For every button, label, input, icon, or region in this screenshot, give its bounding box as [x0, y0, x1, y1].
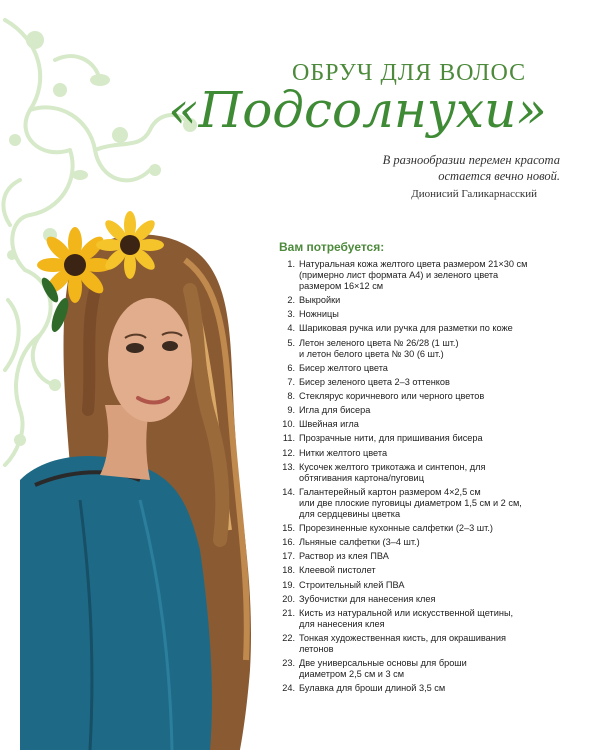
item-text-line: Льняные салфетки (3–4 шт.)	[299, 537, 420, 548]
materials-list-item	[279, 323, 569, 334]
item-text-line: Булавка для броши длиной 3,5 см	[299, 683, 446, 694]
item-text	[299, 523, 569, 534]
materials-list-item	[279, 633, 569, 655]
item-text	[299, 309, 569, 320]
item-number: 9.	[287, 405, 295, 416]
item-number: 2.	[287, 295, 295, 306]
materials-list	[279, 259, 569, 697]
item-number: 21.	[282, 607, 295, 618]
item-text-line: Ножницы	[299, 309, 339, 320]
item-text-line: Нитки желтого цвета	[299, 447, 388, 458]
item-text	[299, 363, 569, 374]
item-text	[299, 487, 569, 520]
item-text	[299, 658, 569, 680]
materials-list-item	[279, 363, 569, 374]
item-text	[299, 419, 569, 430]
materials-list-item	[279, 565, 569, 576]
item-number: 13.	[282, 461, 295, 472]
item-text-line: Бисер желтого цвета	[299, 362, 388, 373]
item-number: 17.	[282, 551, 295, 562]
item-text-line: Стеклярус коричневого или черного цветов	[299, 390, 485, 401]
materials-list-item	[279, 462, 569, 484]
item-number: 11.	[282, 433, 295, 444]
item-text-line: Шариковая ручка или ручка для разметки по коже	[299, 323, 513, 334]
item-number: 8.	[287, 390, 295, 401]
materials-list-item	[279, 683, 569, 694]
item-text-line: Бисер зеленого цвета 2–3 оттенков	[299, 376, 450, 387]
item-text-line: Галантерейный картон размером 4×2,5 см	[299, 486, 481, 497]
item-text-line: и летон белого цвета № 30 (6 шт.)	[299, 348, 444, 359]
item-text	[299, 683, 569, 694]
item-text	[299, 377, 569, 388]
item-text-line: Швейная игла	[299, 419, 359, 430]
epigraph-line: В разнообразии перемен красота	[382, 153, 560, 167]
materials-list-item	[279, 580, 569, 591]
materials-list-item	[279, 594, 569, 605]
materials-list-item	[279, 377, 569, 388]
materials-list-item	[279, 658, 569, 680]
item-number: 16.	[282, 537, 295, 548]
epigraph-author: Дионисий Галикарнасский	[411, 188, 537, 200]
item-number: 12.	[282, 447, 295, 458]
item-text-line: размером 16×12 см	[299, 281, 384, 291]
title-line2: «Подсолнухи»	[168, 81, 547, 139]
item-text	[299, 551, 569, 562]
item-text-line: Кисть из натуральной или искусственной щетины,	[299, 607, 514, 618]
item-number: 18.	[282, 565, 295, 576]
item-number: 7.	[287, 376, 295, 387]
materials-list-item	[279, 551, 569, 562]
item-text	[299, 537, 569, 548]
item-text-line: Летон зеленого цвета № 26/28 (1 шт.)	[299, 337, 459, 348]
item-text-line: Две универсальные основы для броши	[299, 658, 467, 669]
materials-list-item	[279, 487, 569, 520]
item-text-line: Натуральная кожа желтого цвета размером 21×30 см	[299, 259, 528, 269]
item-text	[299, 433, 569, 444]
item-number: 4.	[287, 323, 295, 334]
item-text	[299, 580, 569, 591]
item-text	[299, 259, 569, 292]
materials-list-item	[279, 537, 569, 548]
item-text	[299, 462, 569, 484]
item-text-line: Кусочек желтого трикотажа и синтепон, для	[299, 461, 486, 472]
item-number: 19.	[282, 579, 295, 590]
materials-list-item	[279, 259, 569, 292]
materials-list-item	[279, 391, 569, 402]
item-text	[299, 608, 569, 630]
item-number: 6.	[287, 362, 295, 373]
item-number: 10.	[282, 419, 295, 430]
item-text	[299, 295, 569, 306]
epigraph-line: остается вечно новой.	[438, 169, 560, 183]
item-number: 20.	[282, 593, 295, 604]
item-text	[299, 448, 569, 459]
item-number: 15.	[282, 522, 295, 533]
materials-list-item	[279, 338, 569, 360]
item-text-line: Тонкая художественная кисть, для окрашивания	[299, 632, 506, 643]
item-text	[299, 405, 569, 416]
item-text-line: диаметром 2,5 см и 3 см	[299, 669, 405, 680]
item-text	[299, 565, 569, 576]
sunflower-2	[96, 211, 164, 279]
woman-photo	[0, 200, 300, 750]
materials-list-item	[279, 608, 569, 630]
item-number: 14.	[282, 486, 295, 497]
materials-list-item	[279, 448, 569, 459]
item-text-line: (примерно лист формата А4) и зеленого цвета	[299, 270, 499, 280]
item-text-line: обтягивания картона/пуговиц	[299, 472, 424, 483]
item-number: 1.	[287, 259, 295, 269]
materials-list-item	[279, 523, 569, 534]
epigraph	[330, 152, 560, 184]
item-number: 24.	[282, 683, 295, 694]
item-number: 23.	[282, 658, 295, 669]
item-text-line: Игла для бисера	[299, 405, 371, 416]
materials-list-item	[279, 309, 569, 320]
item-text-line: для сердцевины цветка	[299, 508, 401, 519]
item-text-line: Клеевой пистолет	[299, 565, 376, 576]
materials-list-item	[279, 433, 569, 444]
item-text	[299, 594, 569, 605]
materials-list-item	[279, 295, 569, 306]
materials-heading: Вам потребуется:	[279, 240, 385, 254]
item-text-line: Прорезиненные кухонные салфетки (2–3 шт.)	[299, 522, 493, 533]
item-text	[299, 338, 569, 360]
item-text-line: Зубочистки для нанесения клея	[299, 593, 436, 604]
title-line1: ОБРУЧ ДЛЯ ВОЛОС	[292, 60, 527, 86]
item-text-line: Прозрачные нити, для пришивания бисера	[299, 433, 483, 444]
item-number: 3.	[287, 309, 295, 320]
item-text-line: Строительный клей ПВА	[299, 579, 405, 590]
item-text	[299, 391, 569, 402]
materials-list-item	[279, 405, 569, 416]
item-text-line: Выкройки	[299, 295, 341, 306]
item-text-line: летонов	[299, 643, 334, 654]
item-text	[299, 633, 569, 655]
item-text-line: для нанесения клея	[299, 618, 385, 629]
item-number: 22.	[282, 632, 295, 643]
materials-list-item	[279, 419, 569, 430]
item-text-line: или две плоские пуговицы диаметром 1,5 см и 2 см,	[299, 497, 522, 508]
item-text-line: Раствор из клея ПВА	[299, 551, 389, 562]
item-text	[299, 323, 569, 334]
item-number: 5.	[287, 337, 295, 348]
